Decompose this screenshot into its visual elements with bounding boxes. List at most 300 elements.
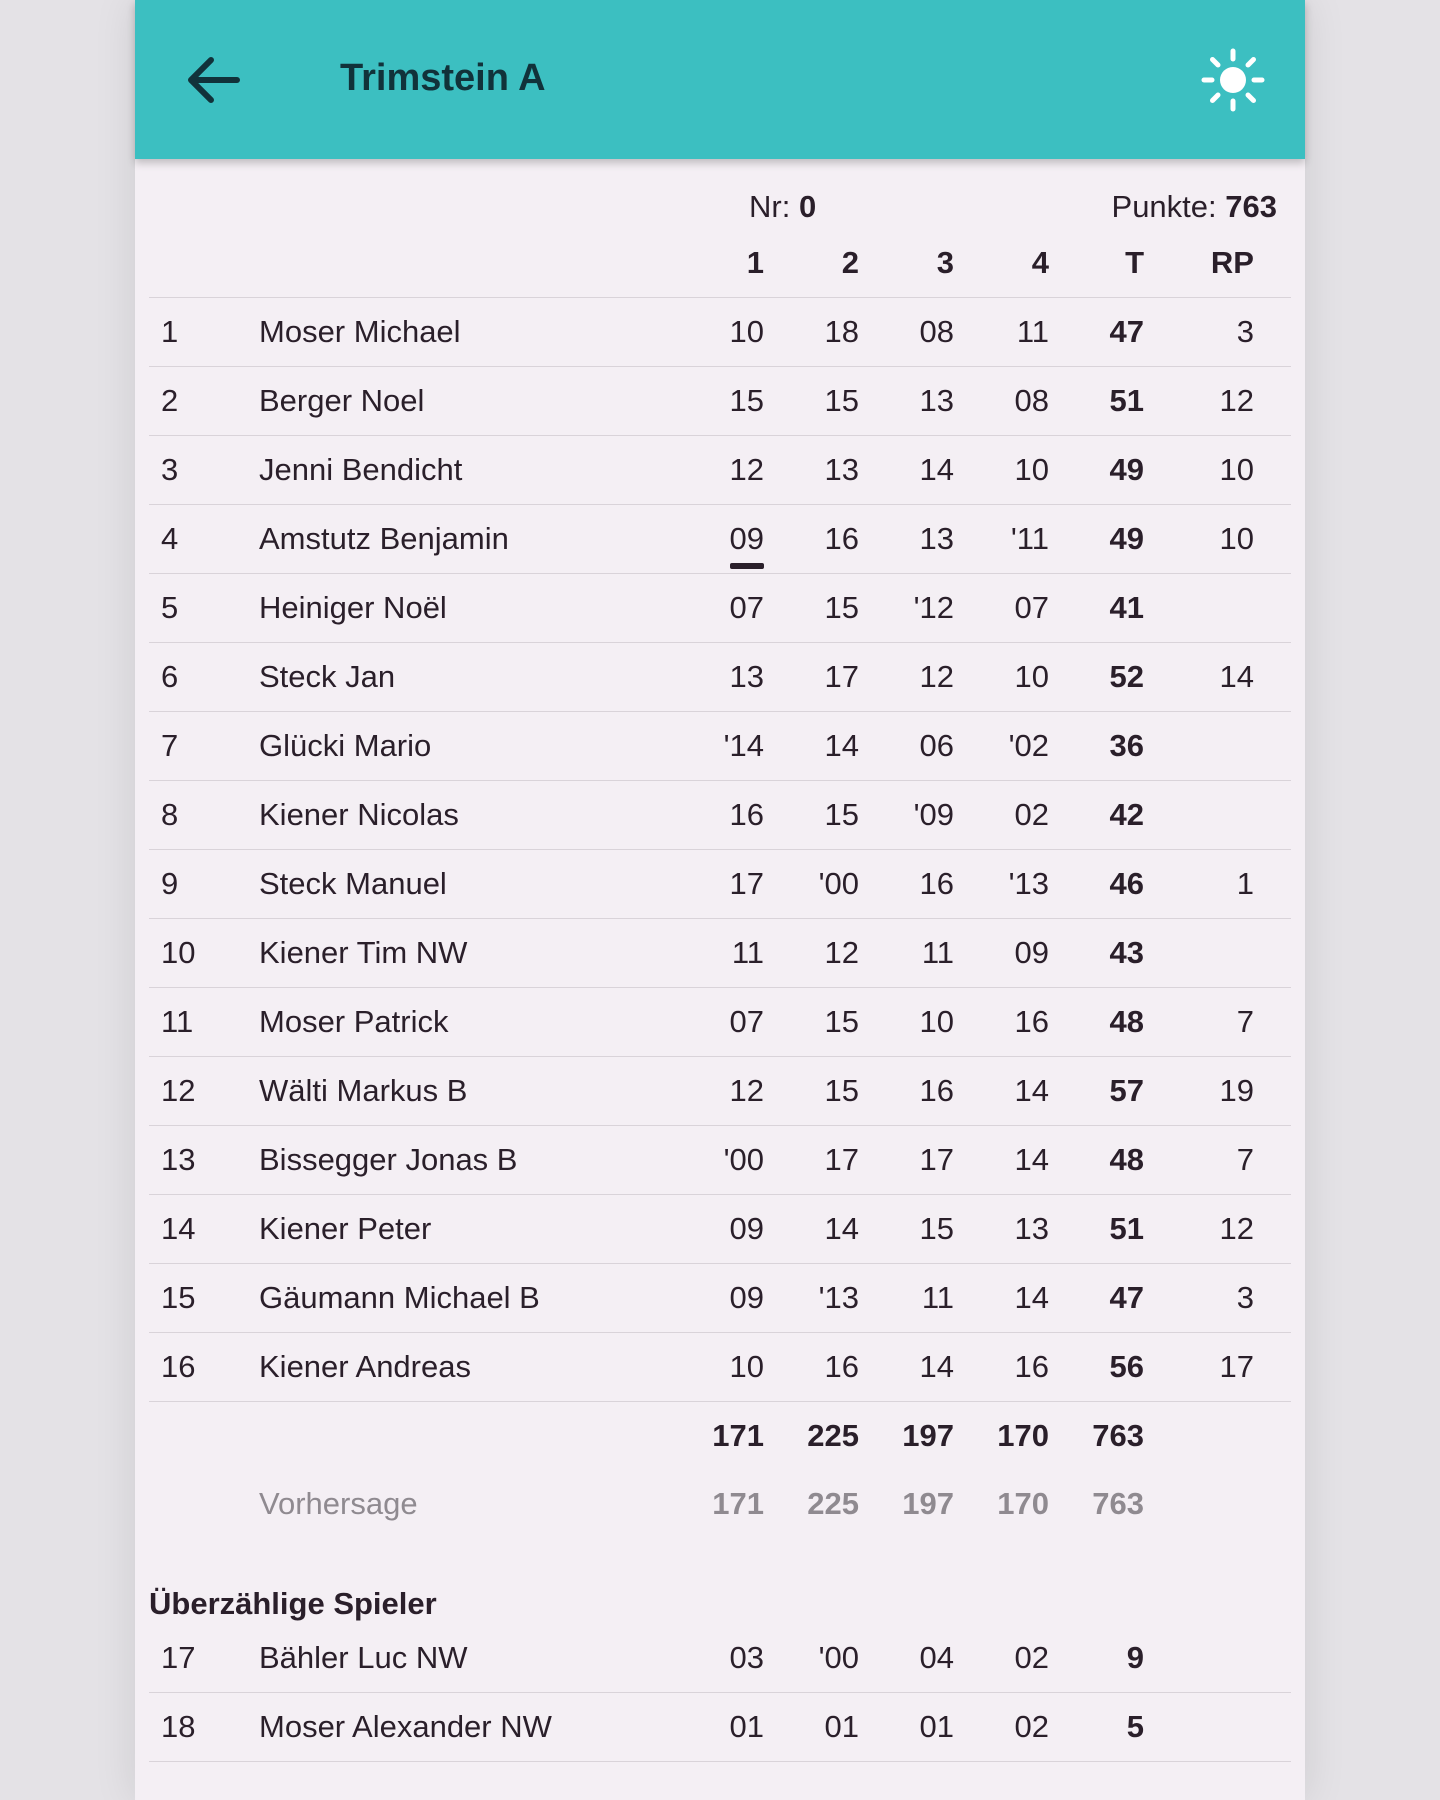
round-1-score[interactable] xyxy=(669,314,764,350)
player-total xyxy=(1049,314,1144,350)
round-4-score-text: 02 xyxy=(1014,1640,1049,1675)
round-2-score[interactable] xyxy=(764,1280,859,1316)
player-name-text: Kiener Nicolas xyxy=(259,797,459,832)
table-row xyxy=(149,1057,1291,1126)
player-rp-text: 1 xyxy=(1236,866,1254,901)
player-rp-text: 12 xyxy=(1219,383,1254,418)
round-4-score-text: 07 xyxy=(1014,590,1049,625)
player-number-text: 10 xyxy=(161,935,196,970)
player-number xyxy=(149,314,259,350)
round-1-score[interactable] xyxy=(669,728,764,764)
player-rp-text: 14 xyxy=(1219,659,1254,694)
round-4-score[interactable] xyxy=(954,383,1049,419)
player-name xyxy=(259,452,669,488)
player-name-text: Kiener Andreas xyxy=(259,1349,471,1384)
round-2-score[interactable] xyxy=(764,1073,859,1109)
player-total-text: 41 xyxy=(1109,590,1144,625)
round-1-score-text: 07 xyxy=(729,1004,764,1039)
round-2-score[interactable] xyxy=(764,659,859,695)
player-number-text: 18 xyxy=(161,1709,196,1744)
player-number xyxy=(149,1142,259,1178)
player-total xyxy=(1049,590,1144,626)
round-1-score[interactable] xyxy=(669,590,764,626)
player-name-text: Jenni Bendicht xyxy=(259,452,463,487)
round-1-score-text: 16 xyxy=(729,797,764,832)
forecast-round-1: 171 xyxy=(712,1486,764,1521)
total-round-1: 171 xyxy=(712,1418,764,1453)
round-1-score-text: 09 xyxy=(729,1211,764,1246)
arrow-left-icon xyxy=(185,55,241,105)
player-name-text: Moser Patrick xyxy=(259,1004,449,1039)
round-3-score[interactable] xyxy=(859,521,954,557)
player-number xyxy=(149,728,259,764)
player-rp xyxy=(1144,314,1254,350)
round-2-score-text: 13 xyxy=(824,452,859,487)
player-name xyxy=(259,659,669,695)
round-4-score[interactable] xyxy=(954,1280,1049,1316)
round-3-score[interactable] xyxy=(859,1004,954,1040)
header-rp: RP xyxy=(1210,245,1254,280)
player-number xyxy=(149,659,259,695)
player-total xyxy=(1049,452,1144,488)
player-rp xyxy=(1144,452,1254,488)
round-2-score[interactable] xyxy=(764,1640,859,1676)
back-button[interactable] xyxy=(185,55,241,105)
player-total-text: 42 xyxy=(1109,797,1144,832)
player-name xyxy=(259,314,669,350)
forecast-round-2: 225 xyxy=(807,1486,859,1521)
player-rp-text: 7 xyxy=(1236,1004,1254,1039)
player-number-text: 2 xyxy=(161,383,179,418)
player-rp xyxy=(1144,659,1254,695)
player-number xyxy=(149,521,259,557)
round-2-score[interactable] xyxy=(764,728,859,764)
player-name-text: Steck Manuel xyxy=(259,866,447,901)
player-number-text: 16 xyxy=(161,1349,196,1384)
round-2-score-text: 01 xyxy=(824,1709,859,1744)
player-rp-text: 3 xyxy=(1236,314,1254,349)
round-1-score-text: 12 xyxy=(729,1073,764,1108)
player-rp xyxy=(1144,1280,1254,1316)
round-3-score-text: 16 xyxy=(919,866,954,901)
player-total-text: 56 xyxy=(1109,1349,1144,1384)
player-name xyxy=(259,1142,669,1178)
table-row xyxy=(149,919,1291,988)
round-1-score-selected[interactable] xyxy=(669,521,764,557)
theme-toggle-button[interactable] xyxy=(1201,48,1265,112)
player-name xyxy=(259,728,669,764)
player-name-text: Bissegger Jonas B xyxy=(259,1142,518,1177)
round-2-score-text: '00 xyxy=(818,1640,859,1675)
nr-display xyxy=(749,189,816,225)
player-name xyxy=(259,1640,669,1676)
round-2-score-text: 15 xyxy=(824,797,859,832)
round-3-score[interactable] xyxy=(859,1211,954,1247)
round-3-score-text: 06 xyxy=(919,728,954,763)
round-4-score-text: 16 xyxy=(1014,1004,1049,1039)
total-round-3: 197 xyxy=(902,1418,954,1453)
app-bar xyxy=(135,0,1305,159)
round-1-score[interactable] xyxy=(669,1211,764,1247)
round-1-score[interactable] xyxy=(669,1073,764,1109)
player-name-text: Bähler Luc NW xyxy=(259,1640,468,1675)
player-name xyxy=(259,1349,669,1385)
player-name-text: Moser Michael xyxy=(259,314,461,349)
player-table xyxy=(149,298,1291,1402)
table-row xyxy=(149,1624,1291,1693)
round-4-score[interactable] xyxy=(954,797,1049,833)
round-2-score[interactable] xyxy=(764,1709,859,1745)
round-4-score[interactable] xyxy=(954,590,1049,626)
round-2-score[interactable] xyxy=(764,935,859,971)
player-number xyxy=(149,1280,259,1316)
round-2-score[interactable] xyxy=(764,452,859,488)
player-number-text: 6 xyxy=(161,659,179,694)
round-3-score[interactable] xyxy=(859,935,954,971)
punkte-display xyxy=(1112,189,1277,225)
player-number xyxy=(149,1211,259,1247)
forecast-sum: 763 xyxy=(1092,1486,1144,1521)
player-number-text: 8 xyxy=(161,797,179,832)
player-number-text: 3 xyxy=(161,452,179,487)
round-4-score[interactable] xyxy=(954,1349,1049,1385)
round-3-score[interactable] xyxy=(859,314,954,350)
nr-label: Nr: xyxy=(749,189,791,224)
round-1-score-text: 07 xyxy=(729,590,764,625)
round-4-score-text: 02 xyxy=(1014,1709,1049,1744)
forecast-round-4: 170 xyxy=(997,1486,1049,1521)
round-2-score-text: 14 xyxy=(824,1211,859,1246)
round-4-score[interactable] xyxy=(954,866,1049,902)
player-name-text: Heiniger Noël xyxy=(259,590,447,625)
round-1-score-text: 10 xyxy=(729,314,764,349)
round-4-score[interactable] xyxy=(954,1640,1049,1676)
round-3-score-text: 17 xyxy=(919,1142,954,1177)
round-1-score-text: 17 xyxy=(729,866,764,901)
player-total xyxy=(1049,1280,1144,1316)
round-3-score[interactable] xyxy=(859,590,954,626)
player-name-text: Berger Noel xyxy=(259,383,425,418)
player-total xyxy=(1049,728,1144,764)
player-number xyxy=(149,1640,259,1676)
player-number-text: 7 xyxy=(161,728,179,763)
round-4-score-text: '13 xyxy=(1008,866,1049,901)
player-rp xyxy=(1144,866,1254,902)
round-3-score-text: 15 xyxy=(919,1211,954,1246)
round-3-score[interactable] xyxy=(859,1709,954,1745)
round-4-score-text: 02 xyxy=(1014,797,1049,832)
player-name-text: Amstutz Benjamin xyxy=(259,521,509,556)
round-1-score-text: 03 xyxy=(729,1640,764,1675)
header-round-4: 4 xyxy=(1031,245,1049,280)
player-number-text: 11 xyxy=(161,1004,194,1039)
round-2-score[interactable] xyxy=(764,314,859,350)
round-1-score[interactable] xyxy=(669,1004,764,1040)
player-total xyxy=(1049,1709,1144,1745)
player-name xyxy=(259,1280,669,1316)
round-2-score[interactable] xyxy=(764,1349,859,1385)
round-3-score[interactable] xyxy=(859,659,954,695)
player-name-text: Wälti Markus B xyxy=(259,1073,468,1108)
round-3-score-text: 13 xyxy=(919,383,954,418)
round-1-score-text: 15 xyxy=(729,383,764,418)
player-name xyxy=(259,1709,669,1745)
player-name xyxy=(259,1073,669,1109)
player-name-text: Moser Alexander NW xyxy=(259,1709,552,1744)
round-3-score-text: 08 xyxy=(919,314,954,349)
round-4-score[interactable] xyxy=(954,935,1049,971)
round-2-score-text: 16 xyxy=(824,521,859,556)
round-1-score-text: 13 xyxy=(729,659,764,694)
round-2-score-text: '00 xyxy=(818,866,859,901)
round-4-score-text: 11 xyxy=(1016,314,1049,349)
player-number xyxy=(149,383,259,419)
player-total-text: 47 xyxy=(1109,1280,1144,1315)
punkte-label: Punkte: xyxy=(1111,189,1217,224)
round-3-score[interactable] xyxy=(859,797,954,833)
round-1-score-text: 01 xyxy=(729,1709,764,1744)
player-number xyxy=(149,452,259,488)
round-1-score-text: '00 xyxy=(723,1142,764,1177)
player-number-text: 13 xyxy=(161,1142,196,1177)
round-4-score[interactable] xyxy=(954,728,1049,764)
round-3-score-text: 12 xyxy=(919,659,954,694)
table-row xyxy=(149,1126,1291,1195)
player-total-text: 51 xyxy=(1109,1211,1144,1246)
round-1-score[interactable] xyxy=(669,659,764,695)
round-4-score-text: 14 xyxy=(1014,1142,1049,1177)
round-3-score[interactable] xyxy=(859,383,954,419)
table-row xyxy=(149,781,1291,850)
player-name-text: Steck Jan xyxy=(259,659,396,694)
player-total xyxy=(1049,383,1144,419)
player-number xyxy=(149,590,259,626)
round-2-score-text: 17 xyxy=(824,1142,859,1177)
round-3-score[interactable] xyxy=(859,452,954,488)
player-rp xyxy=(1144,383,1254,419)
round-1-score[interactable] xyxy=(669,1640,764,1676)
player-number-text: 4 xyxy=(161,521,179,556)
round-2-score[interactable] xyxy=(764,1211,859,1247)
total-round-2: 225 xyxy=(807,1418,859,1453)
round-3-score-text: '12 xyxy=(913,590,954,625)
table-row xyxy=(149,505,1291,574)
table-row xyxy=(149,367,1291,436)
round-1-score-text: 12 xyxy=(729,452,764,487)
table-row xyxy=(149,298,1291,367)
player-total xyxy=(1049,659,1144,695)
round-1-score-text: '14 xyxy=(723,728,764,763)
round-2-score-text: '13 xyxy=(818,1280,859,1315)
round-4-score-text: 14 xyxy=(1014,1280,1049,1315)
page-title: Trimstein A xyxy=(340,57,546,99)
app-screen xyxy=(135,0,1305,1800)
table-row xyxy=(149,643,1291,712)
player-rp-text: 17 xyxy=(1219,1349,1254,1384)
forecast-row xyxy=(149,1470,1291,1538)
player-number-text: 12 xyxy=(161,1073,196,1108)
round-1-score[interactable] xyxy=(669,866,764,902)
player-total xyxy=(1049,1640,1144,1676)
round-3-score-text: 10 xyxy=(919,1004,954,1039)
player-name-text: Kiener Tim NW xyxy=(259,935,468,970)
forecast-label: Vorhersage xyxy=(259,1486,418,1521)
round-2-score[interactable] xyxy=(764,521,859,557)
player-total-text: 48 xyxy=(1109,1004,1144,1039)
player-total xyxy=(1049,1142,1144,1178)
round-3-score-text: 11 xyxy=(921,1280,954,1315)
round-2-score[interactable] xyxy=(764,797,859,833)
round-4-score[interactable] xyxy=(954,1073,1049,1109)
player-total xyxy=(1049,797,1144,833)
round-2-score[interactable] xyxy=(764,590,859,626)
player-number-text: 15 xyxy=(161,1280,196,1315)
round-3-score[interactable] xyxy=(859,1073,954,1109)
player-number-text: 5 xyxy=(161,590,179,625)
player-rp-text: 19 xyxy=(1219,1073,1254,1108)
player-rp xyxy=(1144,1142,1254,1178)
player-total-text: 48 xyxy=(1109,1142,1144,1177)
player-rp xyxy=(1144,1073,1254,1109)
round-3-score[interactable] xyxy=(859,1640,954,1676)
player-rp-text: 12 xyxy=(1219,1211,1254,1246)
player-total-text: 49 xyxy=(1109,452,1144,487)
table-row xyxy=(149,574,1291,643)
player-number-text: 9 xyxy=(161,866,179,901)
round-2-score[interactable] xyxy=(764,1142,859,1178)
player-total xyxy=(1049,521,1144,557)
player-total-text: 36 xyxy=(1109,728,1144,763)
round-4-score-text: 10 xyxy=(1014,452,1049,487)
player-total-text: 43 xyxy=(1109,935,1144,970)
round-2-score-text: 12 xyxy=(824,935,859,970)
round-1-score[interactable] xyxy=(669,452,764,488)
player-number xyxy=(149,935,259,971)
round-4-score-text: '11 xyxy=(1010,521,1049,556)
round-4-score[interactable] xyxy=(954,1142,1049,1178)
round-4-score-text: 08 xyxy=(1014,383,1049,418)
round-3-score[interactable] xyxy=(859,1280,954,1316)
round-4-score[interactable] xyxy=(954,452,1049,488)
player-rp-text: 7 xyxy=(1236,1142,1254,1177)
round-3-score-text: 16 xyxy=(919,1073,954,1108)
player-rp xyxy=(1144,521,1254,557)
player-total xyxy=(1049,1073,1144,1109)
round-2-score[interactable] xyxy=(764,866,859,902)
round-3-score[interactable] xyxy=(859,728,954,764)
player-total-text: 51 xyxy=(1109,383,1144,418)
player-name xyxy=(259,521,669,557)
round-1-score[interactable] xyxy=(669,1280,764,1316)
table-row xyxy=(149,988,1291,1057)
table-row xyxy=(149,850,1291,919)
round-2-score-text: 15 xyxy=(824,590,859,625)
player-number xyxy=(149,1349,259,1385)
player-number xyxy=(149,1004,259,1040)
player-number-text: 17 xyxy=(161,1640,196,1675)
table-header xyxy=(149,229,1291,298)
round-3-score-text: '09 xyxy=(913,797,954,832)
round-3-score-text: 04 xyxy=(919,1640,954,1675)
round-4-score-text: 13 xyxy=(1014,1211,1049,1246)
player-name xyxy=(259,1004,669,1040)
punkte-value: 763 xyxy=(1225,189,1277,224)
player-total-text: 49 xyxy=(1109,521,1144,556)
player-number-text: 14 xyxy=(161,1211,196,1246)
extra-players-title: Überzählige Spieler xyxy=(149,1586,437,1621)
round-4-score-text: 14 xyxy=(1014,1073,1049,1108)
player-total-text: 5 xyxy=(1126,1709,1144,1744)
round-3-score[interactable] xyxy=(859,1349,954,1385)
round-3-score-text: 01 xyxy=(919,1709,954,1744)
round-3-score[interactable] xyxy=(859,1142,954,1178)
player-total xyxy=(1049,935,1144,971)
extra-players-table xyxy=(149,1624,1291,1762)
round-1-score[interactable] xyxy=(669,935,764,971)
round-3-score-text: 13 xyxy=(919,521,954,556)
round-1-score[interactable] xyxy=(669,383,764,419)
round-4-score[interactable] xyxy=(954,521,1049,557)
header-round-1: 1 xyxy=(746,245,764,280)
round-2-score-text: 15 xyxy=(824,1073,859,1108)
round-4-score-text: 16 xyxy=(1014,1349,1049,1384)
header-total: T xyxy=(1125,245,1144,280)
player-total-text: 52 xyxy=(1109,659,1144,694)
table-row xyxy=(149,1264,1291,1333)
player-total-text: 47 xyxy=(1109,314,1144,349)
round-2-score[interactable] xyxy=(764,383,859,419)
player-name xyxy=(259,590,669,626)
round-4-score[interactable] xyxy=(954,1211,1049,1247)
table-row xyxy=(149,712,1291,781)
table-row xyxy=(149,436,1291,505)
round-1-score-text: 09 xyxy=(729,521,764,556)
round-2-score-text: 14 xyxy=(824,728,859,763)
player-total-text: 57 xyxy=(1109,1073,1144,1108)
round-1-score[interactable] xyxy=(669,797,764,833)
round-4-score[interactable] xyxy=(954,314,1049,350)
player-number xyxy=(149,866,259,902)
player-name xyxy=(259,935,669,971)
round-2-score-text: 15 xyxy=(824,383,859,418)
player-rp-text: 10 xyxy=(1219,452,1254,487)
round-1-score[interactable] xyxy=(669,1709,764,1745)
round-2-score[interactable] xyxy=(764,1004,859,1040)
header-round-3: 3 xyxy=(936,245,954,280)
sun-icon xyxy=(1201,48,1265,112)
round-3-score[interactable] xyxy=(859,866,954,902)
round-4-score[interactable] xyxy=(954,659,1049,695)
round-4-score[interactable] xyxy=(954,1004,1049,1040)
player-name-text: Gäumann Michael B xyxy=(259,1280,540,1315)
score-content xyxy=(135,159,1305,1762)
player-name xyxy=(259,1211,669,1247)
round-1-score[interactable] xyxy=(669,1142,764,1178)
player-rp-text: 3 xyxy=(1236,1280,1254,1315)
player-total xyxy=(1049,1004,1144,1040)
round-1-score[interactable] xyxy=(669,1349,764,1385)
player-name xyxy=(259,866,669,902)
forecast-round-3: 197 xyxy=(902,1486,954,1521)
round-4-score[interactable] xyxy=(954,1709,1049,1745)
table-row xyxy=(149,1195,1291,1264)
round-2-score-text: 16 xyxy=(824,1349,859,1384)
round-3-score-text: 11 xyxy=(921,935,954,970)
player-number xyxy=(149,1709,259,1745)
player-name xyxy=(259,797,669,833)
player-total xyxy=(1049,866,1144,902)
round-4-score-text: 10 xyxy=(1014,659,1049,694)
